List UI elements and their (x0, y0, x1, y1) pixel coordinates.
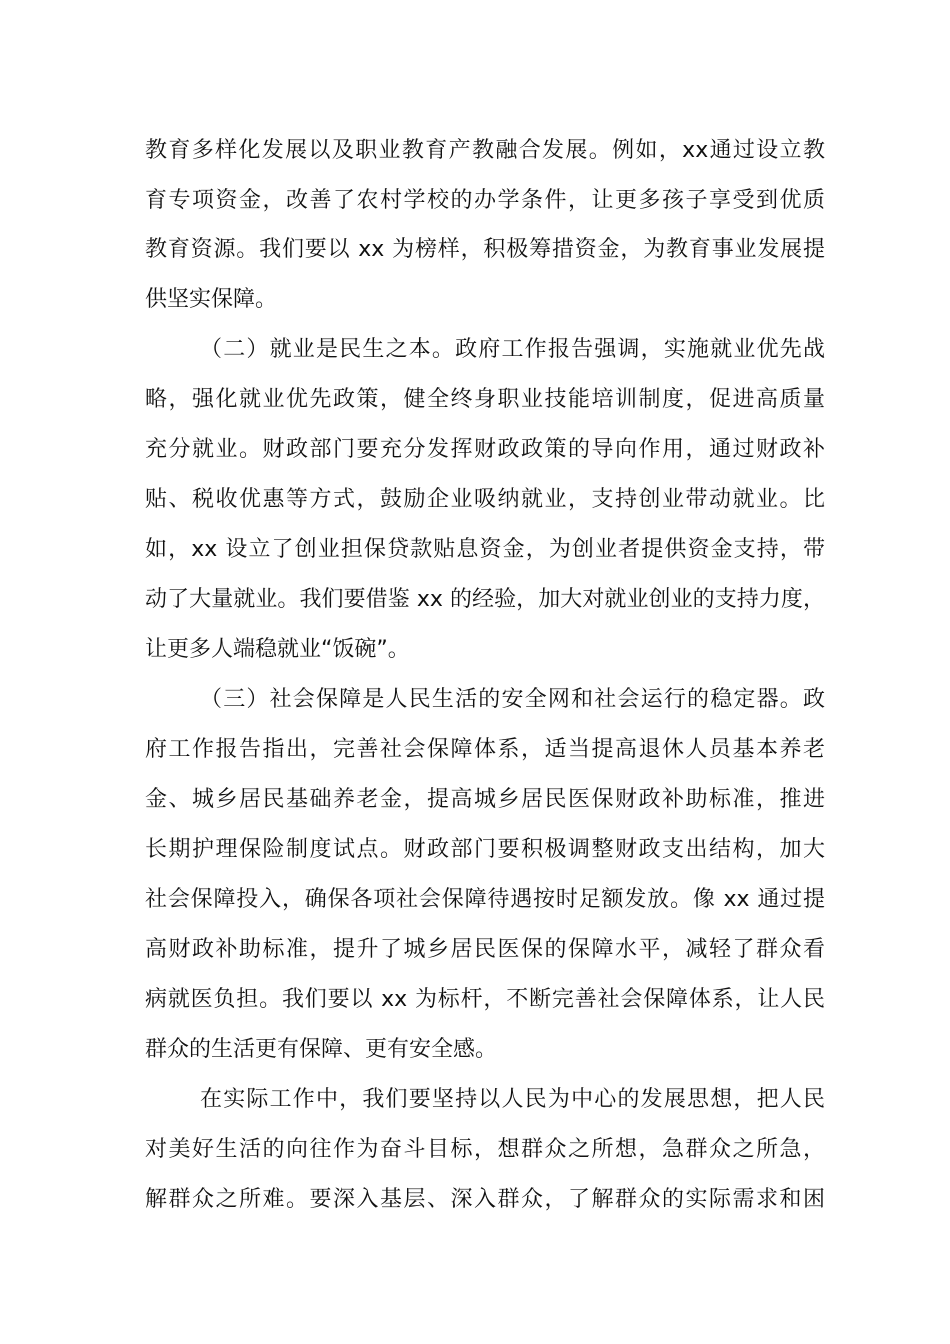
text-line: 让更多人端稳就业“饭碗”。 (145, 637, 410, 662)
text-line: 教育多样化发展以及职业教育产教融合发展。例如，xx通过设立教 (145, 138, 825, 163)
text-line: 长期护理保险制度试点。财政部门要积极调整财政支出结构，加大 (145, 837, 825, 862)
text-line: 如，xx 设立了创业担保贷款贴息资金，为创业者提供资金支持，带 (145, 537, 825, 562)
text-line: 教育资源。我们要以 xx 为榜样，积极筹措资金，为教育事业发展提 (145, 237, 825, 262)
text-line: 社会保障投入，确保各项社会保障待遇按时足额发放。像 xx 通过提 (145, 887, 825, 912)
text-line: 病就医负担。我们要以 xx 为标杆，不断完善社会保障体系，让人民 (145, 987, 825, 1012)
text-line: 动了大量就业。我们要借鉴 xx 的经验，加大对就业创业的支持力度， (145, 587, 825, 612)
text-line: 高财政补助标准，提升了城乡居民医保的保障水平，减轻了群众看 (145, 937, 825, 962)
text-line: 在实际工作中，我们要坚持以人民为中心的发展思想，把人民 (200, 1087, 825, 1112)
text-line: 金、城乡居民基础养老金，提高城乡居民医保财政补助标准，推进 (145, 787, 825, 812)
text-line: 育专项资金，改善了农村学校的办学条件，让更多孩子享受到优质 (145, 188, 825, 213)
text-line: 解群众之所难。要深入基层、深入群众，了解群众的实际需求和困 (145, 1187, 825, 1212)
paragraph-heading-3: （三）社会保障是人民生活的安全网和社会运行的稳定器。政 (200, 687, 825, 712)
text-line: 略，强化就业优先政策，健全终身职业技能培训制度，促进高质量 (145, 387, 825, 412)
text-line: 充分就业。财政部门要充分发挥财政政策的导向作用，通过财政补 (145, 437, 825, 462)
paragraph-heading-2: （二）就业是民生之本。政府工作报告强调，实施就业优先战 (200, 337, 825, 362)
text-line: 对美好生活的向往作为奋斗目标，想群众之所想，急群众之所急， (145, 1137, 825, 1162)
text-line: 府工作报告指出，完善社会保障体系，适当提高退休人员基本养老 (145, 737, 825, 762)
text-line: 群众的生活更有保障、更有安全感。 (145, 1037, 498, 1062)
text-line: 贴、税收优惠等方式，鼓励企业吸纳就业，支持创业带动就业。比 (145, 487, 825, 512)
text-line: 供坚实保障。 (145, 287, 278, 312)
